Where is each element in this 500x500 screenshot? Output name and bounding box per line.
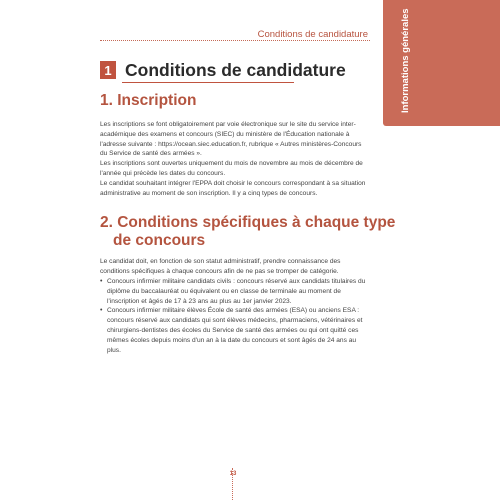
bullet-icon: • [100, 278, 103, 285]
chapter-heading [100, 60, 346, 80]
bullet-icon: • [100, 307, 103, 315]
list-item [100, 277, 370, 306]
section-heading-conditions [100, 214, 395, 250]
paragraph: Le candidat souhaitant intégrer l'EPPA doit choisir le concours correspondant à sa situation administrative au moment de son inscription. Il y a cinq types de concours. [100, 179, 366, 197]
chapter-title: Conditions de candidature [125, 59, 346, 80]
side-tab-label: Informations générales [400, 8, 411, 113]
section-inscription-body [100, 120, 370, 198]
chapter-underline [122, 82, 294, 83]
list-item-text: (ESA) ou anciens ESA : concours réservé aux candidats qui sont élèves médecins, pharmaciens, vétérinaires et chirurgiens-dentistes des écoles du Service de santé des armées ou qui ont quitté ces mêmes écoles depuis moins d'un an à la date du concours et sont âgés de 24 ans au plus. [107, 307, 363, 354]
heading-line: de concours [113, 232, 206, 249]
list-item-lead: Concours infirmier militaire élèves École de santé des armées [107, 307, 288, 315]
concours-list [100, 277, 370, 355]
page-number: 13 [229, 471, 237, 477]
list-item-text: : concours réservé aux candidats titulaires du diplôme du baccalauréat ou équivalent ou en classe de terminale au moment de l'inscription et âgés de 17 à 23 ans au plus au 1er janvier 2023. [107, 278, 366, 305]
list-item [100, 306, 370, 355]
header-divider [100, 40, 370, 41]
paragraph: Les inscriptions se font obligatoirement par voie électronique sur le site du service inter-académique des examens et concours (SIEC) du ministère de l'Éducation nationale à l'adresse suivante : https://ocean.siec.education.fr, rubrique « Autres ministères-Concours du Service de santé des armées ». [100, 121, 362, 158]
section-heading-inscription: 1. Inscription [100, 92, 197, 109]
running-header-title: Conditions de candidature [257, 29, 368, 40]
heading-line: 2. Conditions spécifiques à chaque type [100, 214, 396, 231]
chapter-number-badge: 1 [100, 61, 116, 79]
section-conditions-intro [100, 257, 370, 277]
list-item-lead: Concours infirmier militaire candidats civils [107, 278, 232, 285]
paragraph: Le candidat doit, en fonction de son statut administratif, prendre connaissance des conditions spécifiques à chaque concours afin de ne pas se tromper de catégorie. [100, 258, 341, 275]
paragraph: Les inscriptions sont ouvertes uniquement du mois de novembre au mois de décembre de l'année qui précède les dates du concours. [100, 160, 363, 177]
